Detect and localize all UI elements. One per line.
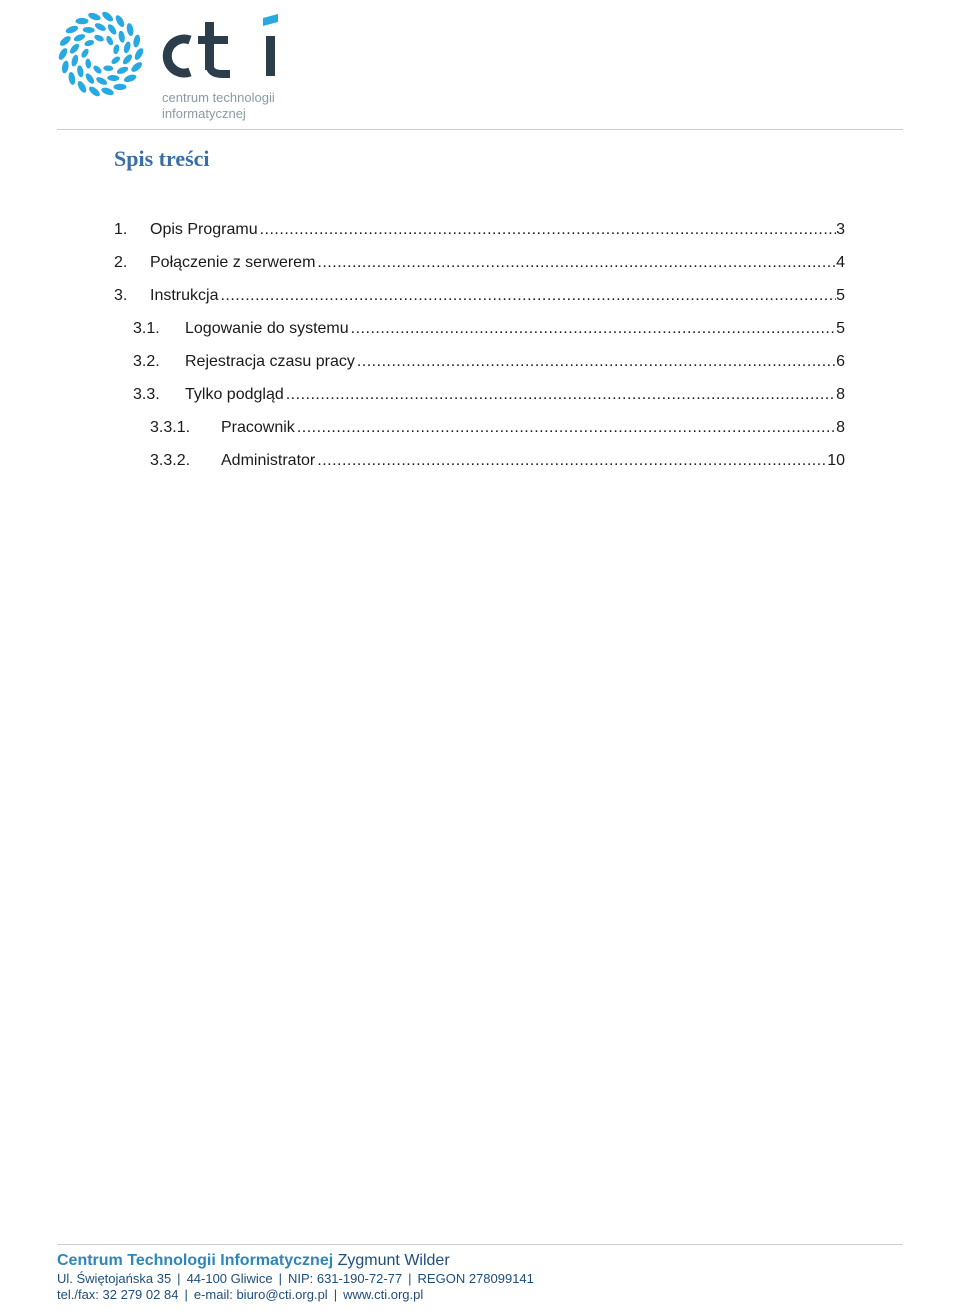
footer-address: Ul. Świętojańska 35 — [57, 1271, 172, 1286]
toc-entry[interactable] — [150, 417, 845, 439]
logo-petal — [126, 23, 135, 37]
logo-petal — [80, 47, 90, 58]
toc-entry[interactable] — [133, 318, 845, 340]
footer-website[interactable]: www.cti.org.pl — [343, 1287, 424, 1302]
toc-entry-label: Połączenie z serwerem — [150, 254, 316, 271]
logo-petal — [58, 34, 72, 47]
logo-petal — [87, 11, 101, 21]
footer-email[interactable]: e-mail: biuro@cti.org.pl — [193, 1287, 328, 1302]
cti-logo-icon — [56, 9, 146, 99]
toc-entry-number: 3. — [114, 287, 128, 304]
page-header — [0, 0, 960, 132]
toc-entry-number: 3.3. — [133, 386, 160, 403]
toc-entry-number: 2. — [114, 254, 128, 271]
toc-entry-page: 10 — [827, 452, 845, 469]
logo-petal — [105, 35, 115, 46]
logo-petal — [114, 84, 127, 90]
logo-petal — [83, 27, 95, 34]
header-divider — [57, 129, 903, 130]
logo-petal — [114, 14, 126, 28]
logo-petal — [61, 60, 70, 74]
toc-entry-page: 8 — [836, 386, 845, 403]
logo-petal — [76, 65, 84, 78]
toc-leader-dots — [260, 219, 837, 241]
logo-petal — [133, 47, 145, 61]
logo-petal — [84, 72, 96, 85]
toc-entry-page: 5 — [836, 287, 845, 304]
toc-entry-label: Rejestracja czasu pracy — [185, 353, 355, 370]
logo-petal — [116, 65, 129, 75]
logo-petal — [85, 58, 92, 69]
toc-entry-page: 5 — [836, 320, 845, 337]
logo-petal — [73, 33, 86, 43]
footer-separator: | — [177, 1271, 181, 1286]
toc-entry[interactable] — [114, 252, 845, 274]
logo-petal — [92, 64, 103, 75]
toc-entry-number: 3.3.2. — [150, 452, 191, 469]
page-footer — [57, 1251, 903, 1303]
toc-leader-dots — [317, 252, 836, 274]
toc-entry-number: 1. — [114, 221, 128, 238]
toc-entry-label: Logowanie do systemu — [185, 320, 349, 337]
logo-petal — [93, 34, 104, 43]
toc-entry-label: Tylko podgląd — [185, 386, 284, 403]
toc-entry-label: Pracownik — [221, 419, 295, 436]
logo-petal — [68, 42, 80, 55]
logo-petal — [100, 86, 114, 96]
footer-divider — [57, 1244, 903, 1245]
toc-entry-number: 3.2. — [133, 353, 160, 370]
toc-entry-number: 3.1. — [133, 320, 160, 337]
toc-entry[interactable] — [114, 219, 845, 241]
toc-leader-dots — [351, 318, 836, 340]
logo-petal — [65, 24, 79, 34]
logo-petal — [130, 60, 144, 73]
cti-wordmark — [160, 12, 280, 82]
footer-owner-name: Zygmunt Wilder — [337, 1252, 450, 1269]
toc-entry[interactable] — [133, 384, 845, 406]
toc-leader-dots — [317, 450, 827, 472]
toc-entry-page: 4 — [836, 254, 845, 271]
footer-company-name: Centrum Technologii Informatycznej — [57, 1252, 334, 1269]
logo-petal — [107, 75, 119, 82]
logo-petal — [103, 65, 113, 71]
toc-leader-dots — [297, 417, 836, 439]
footer-address-line — [57, 1271, 903, 1287]
toc-entry-page: 8 — [836, 419, 845, 436]
logo-petal — [76, 80, 88, 94]
footer-separator: | — [408, 1271, 412, 1286]
footer-separator: | — [278, 1271, 282, 1286]
footer-separator: | — [184, 1287, 188, 1302]
footer-nip: NIP: 631-190-72-77 — [287, 1271, 403, 1286]
toc-entry[interactable] — [133, 351, 845, 373]
footer-company-line — [57, 1251, 903, 1271]
logo-petal — [118, 30, 126, 43]
footer-separator: | — [333, 1287, 338, 1302]
logo-petal — [95, 75, 108, 86]
toc-entry-label: Opis Programu — [150, 221, 258, 238]
toc-entry-label: Administrator — [221, 452, 316, 469]
logo-petal — [123, 41, 132, 54]
logo-subtitle-line1: centrum technologii — [162, 90, 275, 105]
toc-entry-label: Instrukcja — [150, 287, 219, 304]
toc-entry[interactable] — [150, 450, 845, 472]
toc-leader-dots — [286, 384, 836, 406]
logo-subtitle-line2: informatycznej — [162, 106, 246, 121]
logo-petal — [87, 85, 101, 98]
logo-petal — [112, 44, 120, 55]
logo-petal — [76, 18, 89, 24]
logo-petal — [121, 53, 133, 66]
logo-petal — [132, 34, 141, 48]
toc-leader-dots — [220, 285, 836, 307]
logo-petal — [84, 39, 95, 47]
toc-entry[interactable] — [114, 285, 845, 307]
logo-petal — [110, 55, 121, 65]
toc-entry-number: 3.3.1. — [150, 419, 191, 436]
logo-petal — [123, 73, 137, 83]
logo-petal — [68, 71, 77, 85]
footer-regon: REGON 278099141 — [417, 1271, 534, 1286]
footer-phone: tel./fax: 32 279 02 84 — [57, 1287, 179, 1302]
logo-petal — [106, 23, 118, 36]
toc-entry-page: 3 — [836, 221, 845, 238]
logo-petal — [94, 22, 107, 33]
toc-title: Spis treści — [114, 146, 210, 171]
logo-petal — [57, 47, 69, 61]
toc-leader-dots — [357, 351, 836, 373]
logo-petal — [101, 10, 115, 23]
logo-petal — [70, 54, 79, 67]
footer-city: 44-100 Gliwice — [186, 1271, 273, 1286]
toc-entry-page: 6 — [836, 353, 845, 370]
footer-contact-line — [57, 1287, 903, 1303]
